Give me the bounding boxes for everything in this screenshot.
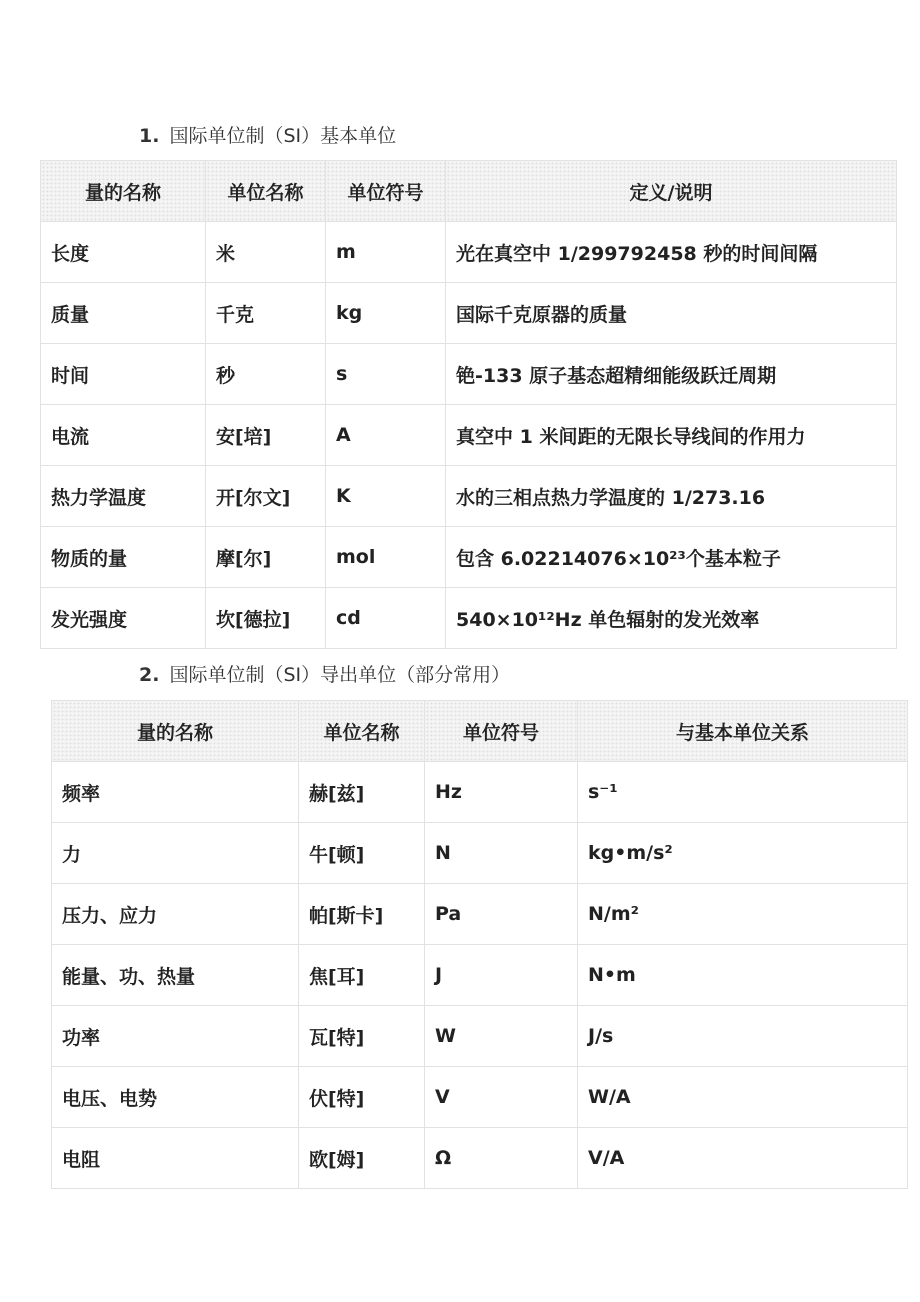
unit-symbol-cell: cd [326,588,446,649]
relation-cell: J/s [578,1006,908,1067]
column-header-quantity: 量的名称 [41,161,206,222]
quantity-cell: 物质的量 [41,527,206,588]
column-header-relation: 与基本单位关系 [578,701,908,762]
unit-name-cell: 帕[斯卡] [299,884,425,945]
unit-name-cell: 安[培] [206,405,326,466]
unit-name-cell: 赫[兹] [299,762,425,823]
column-header-definition: 定义/说明 [446,161,897,222]
column-header-unit-name: 单位名称 [299,701,425,762]
unit-symbol-cell: Hz [425,762,578,823]
definition-cell: 540×10¹²Hz 单色辐射的发光效率 [446,588,897,649]
quantity-cell: 热力学温度 [41,466,206,527]
quantity-cell: 力 [52,823,299,884]
unit-symbol-cell: kg [326,283,446,344]
definition-cell: 国际千克原器的质量 [446,283,897,344]
column-header-quantity: 量的名称 [52,701,299,762]
unit-symbol-cell: J [425,945,578,1006]
definition-cell: 包含 6.02214076×10²³个基本粒子 [446,527,897,588]
unit-symbol-cell: m [326,222,446,283]
unit-symbol-cell: Ω [425,1128,578,1189]
relation-cell: W/A [578,1067,908,1128]
section-2-title: 国际单位制（SI）导出单位（部分常用） [169,664,511,686]
table-row [52,1006,908,1067]
unit-name-cell: 米 [206,222,326,283]
unit-name-cell: 焦[耳] [299,945,425,1006]
unit-name-cell: 开[尔文] [206,466,326,527]
table-row [41,466,897,527]
definition-cell: 真空中 1 米间距的无限长导线间的作用力 [446,405,897,466]
section-2-heading [139,663,510,687]
quantity-cell: 长度 [41,222,206,283]
table-row [41,527,897,588]
table-row [52,823,908,884]
quantity-cell: 功率 [52,1006,299,1067]
unit-symbol-cell: N [425,823,578,884]
relation-cell: N/m² [578,884,908,945]
table-row [52,762,908,823]
table-header-row [41,161,897,222]
quantity-cell: 能量、功、热量 [52,945,299,1006]
unit-name-cell: 秒 [206,344,326,405]
definition-cell: 水的三相点热力学温度的 1/273.16 [446,466,897,527]
table-row [52,1067,908,1128]
table-row [41,344,897,405]
quantity-cell: 质量 [41,283,206,344]
unit-name-cell: 摩[尔] [206,527,326,588]
table-header-row [52,701,908,762]
table-row [41,283,897,344]
table-row [41,405,897,466]
quantity-cell: 频率 [52,762,299,823]
table-row [52,884,908,945]
relation-cell: kg•m/s² [578,823,908,884]
unit-name-cell: 千克 [206,283,326,344]
unit-name-cell: 伏[特] [299,1067,425,1128]
section-1-title: 国际单位制（SI）基本单位 [169,125,397,147]
definition-cell: 光在真空中 1/299792458 秒的时间间隔 [446,222,897,283]
quantity-cell: 电压、电势 [52,1067,299,1128]
unit-symbol-cell: s [326,344,446,405]
quantity-cell: 电阻 [52,1128,299,1189]
table-row [41,222,897,283]
table-row [52,945,908,1006]
si-base-units-table [40,160,897,649]
section-2-number: 2. [139,664,160,686]
column-header-unit-symbol: 单位符号 [425,701,578,762]
quantity-cell: 电流 [41,405,206,466]
relation-cell: s⁻¹ [578,762,908,823]
table-row [52,1128,908,1189]
unit-symbol-cell: V [425,1067,578,1128]
unit-name-cell: 瓦[特] [299,1006,425,1067]
relation-cell: N•m [578,945,908,1006]
si-derived-units-table [51,700,908,1189]
definition-cell: 铯-133 原子基态超精细能级跃迁周期 [446,344,897,405]
relation-cell: V/A [578,1128,908,1189]
unit-name-cell: 坎[德拉] [206,588,326,649]
unit-symbol-cell: mol [326,527,446,588]
unit-symbol-cell: W [425,1006,578,1067]
quantity-cell: 发光强度 [41,588,206,649]
column-header-unit-symbol: 单位符号 [326,161,446,222]
quantity-cell: 压力、应力 [52,884,299,945]
section-1-number: 1. [139,125,160,147]
column-header-unit-name: 单位名称 [206,161,326,222]
unit-name-cell: 牛[顿] [299,823,425,884]
section-1-heading [139,124,396,148]
unit-symbol-cell: K [326,466,446,527]
unit-name-cell: 欧[姆] [299,1128,425,1189]
table-row [41,588,897,649]
unit-symbol-cell: Pa [425,884,578,945]
unit-symbol-cell: A [326,405,446,466]
quantity-cell: 时间 [41,344,206,405]
